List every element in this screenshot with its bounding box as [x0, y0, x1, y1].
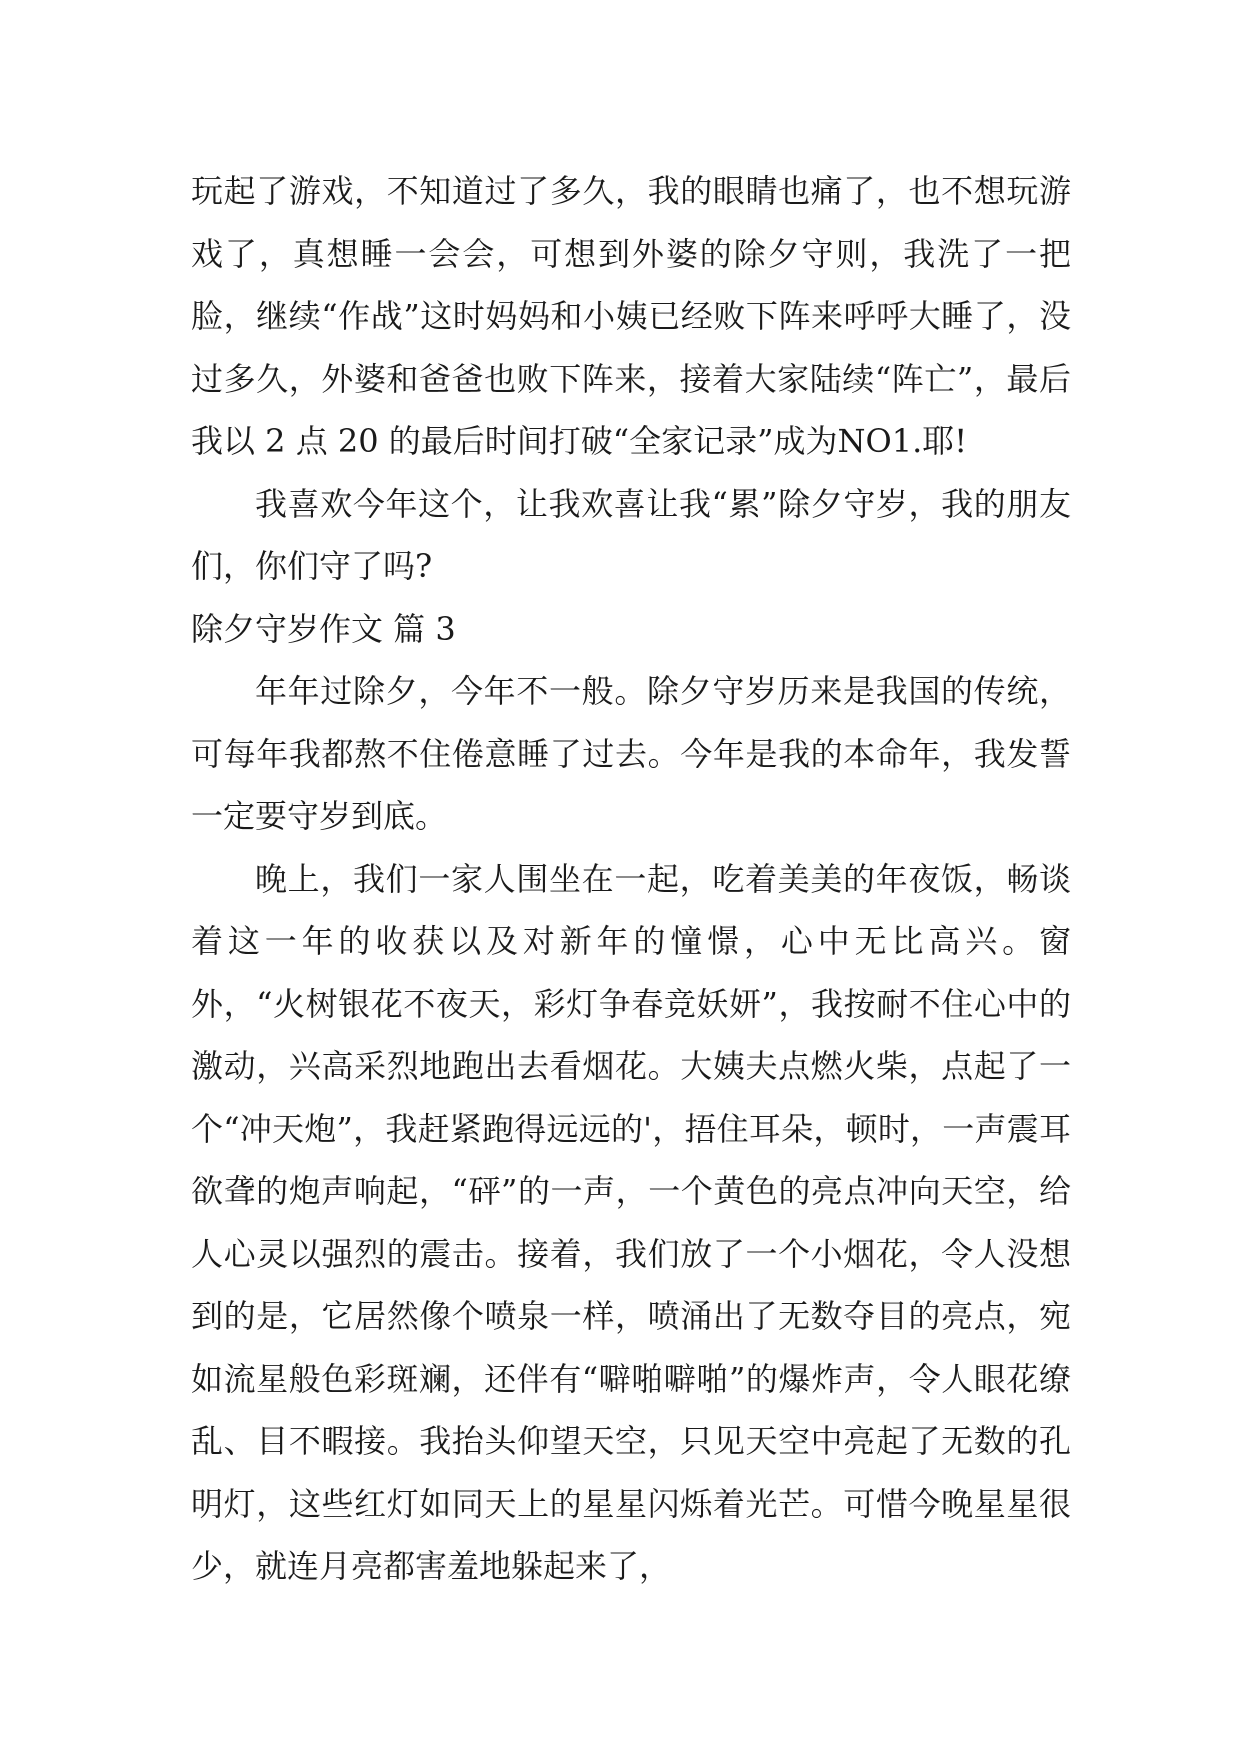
paragraph-closing: 我喜欢今年这个，让我欢喜让我“累”除夕守岁，我的朋友们，你们守了吗? — [191, 484, 1071, 585]
paragraph-continued: 玩起了游戏，不知道过了多久，我的眼睛也痛了，也不想玩游戏了，真想睡一会会，可想到外婆的除夕守则，我洗了一把脸，继续“作战”这时妈妈和小姨已经败下阵来呼呼大睡了，没过多久，外婆和爸爸也败下阵来，接着大家陆续“阵亡”，最后我以 2 点 20 的最后时间打破“全家记录”成为NO1.耶! — [191, 172, 1071, 460]
paragraph-evening: 晚上，我们一家人围坐在一起，吃着美美的年夜饭，畅谈着这一年的收获以及对新年的憧憬，心中无比高兴。窗外，“火树银花不夜天，彩灯争春竞妖妍”，我按耐不住心中的激动，兴高采烈地跑出去看烟花。大姨夫点燃火柴，点起了一个“冲天炮”，我赶紧跑得远远的'，捂住耳朵，顿时，一声震耳欲聋的炮声响起，“砰”的一声，一个黄色的亮点冲向天空，给人心灵以强烈的震击。接着，我们放了一个小烟花，令人没想到的是，它居然像个喷泉一样，喷涌出了无数夺目的亮点，宛如流星般色彩斑斓，还伴有“噼啪噼啪”的爆炸声，令人眼花缭乱、目不暇接。我抬头仰望天空，只见天空中亮起了无数的孔明灯，这些红灯如同天上的星星闪烁着光芒。可惜今晚星星很少，就连月亮都害羞地躲起来了， — [191, 859, 1071, 1585]
paragraph-intro: 年年过除夕，今年不一般。除夕守岁历来是我国的传统，可每年我都熬不住倦意睡了过去。今年是我的本命年，我发誓一定要守岁到底。 — [191, 672, 1071, 835]
section-heading: 除夕守岁作文 篇 3 — [191, 609, 456, 648]
document-body — [191, 160, 1071, 1598]
